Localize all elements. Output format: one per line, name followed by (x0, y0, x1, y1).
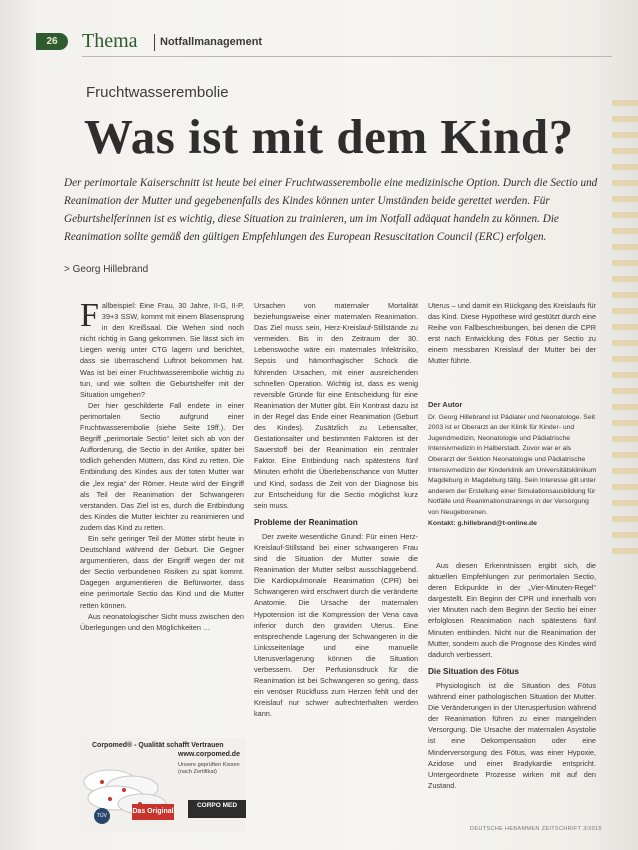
ad-title: Corpomed® - Qualität schafft Vertrauen (92, 742, 224, 749)
article-byline: > Georg Hillebrand (64, 264, 149, 275)
article-headline: Was ist mit dem Kind? (84, 109, 574, 164)
author-box (428, 400, 598, 546)
col1-paragraph: Aus neonatologischer Sicht muss zwischen den Überlegungen und den Möglichkeiten … (80, 611, 244, 632)
author-box-text: Dr. Georg Hillebrand ist Pädiater und Neonatologe. Seit 2003 ist er Oberarzt an der Klinik für Kinder- und Jugendmedizin, Neonatologie und Pädiatrische Intensivmedizin in Halberstadt. Zuvor war er als Oberarzt der Sektion Neonatologie und Pädiatrische Intensivmedizin der Kinderklinik am Universitätsklinikum Magdeburg in Magdeburg tätig. Sein Interesse gilt unter anderem der Erstellung einer Simulationsausbildung für Notfälle und Reanimationstrainings in der Versorgung von Neugeborenen. (428, 413, 597, 516)
col2-paragraph: Ursachen von maternaler Mortalität beziehungsweise einer maternalen Reanimation. Das Ziel muss sein, Herz-Kreislauf-Stillstände zu vermeiden. Bis in den Zeitraum der 30. Lebenswoche wäre ein maternales Infektrisiko, Sepsis und hämorrhagischer Schock die führenden Ursachen, mit einer ausreichenden schnellen Operation. Wichtig ist, dass es wenig reversible Gründe für eine Entscheidung für eine Reanimation der Mutter gibt. Ein Kontrast dazu ist in der Regel das Ende einer Reanimation (Geburt des Kindes). Zusätzlich zu Lebensalter, Gestationsalter und bestimmten Faktoren ist der Sauerstoff bei der Reanimation ein zentraler Faktor. Eine Entbindung nach spätestens fünf Minuten erhöht die Überlebenschance von Mutter und Kind, sodass die Zeit von der Diagnose bis zur Entscheidung für die Sectio möglichst kurz sein muss. (254, 301, 418, 510)
col2-subheading: Probleme der Reanimation (254, 517, 358, 527)
certification-seal-icon: TÜV (94, 808, 110, 824)
col3-subheading: Die Situation des Fötus (428, 666, 519, 676)
text-column-3-top (428, 300, 596, 376)
col2-paragraph: Der zweite wesentliche Grund: Für einen Herz-Kreislauf-Stillstand bei einer schwangeren Frau sind die Situation der Mutter sowie die Reanimation der Mutter selbst ausschlaggebend. Die Kardiopulmonale Reanimation (CPR) bei Schwangeren wird erschwert durch die veränderte Anatomie. Die Ursache der maternalen Hypotension ist die Kompression der Vena cava inferior durch den graviden Uterus. Eine entsprechende Lagerung der Schwangeren in die Linksseitenlage und eine manuelle Uterusverlagerung können die Situation verbessern. Der Perfusionsdruck für die Reanimation ist bei Schwangeren so gering, dass ein venöser Rückfluss zum Herzen fehlt und der Kreislauf nur schwer aufrechterhalten werden kann. (254, 531, 418, 719)
article-lead: Der perimortale Kaiserschnitt ist heute bei einer Fruchtwasserembolie eine medizinische Option. Durch die Sectio und Reanimation der Mutter und gegebenenfalls des Kindes können unter Umständen beide gerettet werden. Für Geburtshelferinnen ist es wichtig, diese Situation zu trainieren, um im Notfall adäquat handeln zu können. Die Reanimation sollte gemäß den gültigen Empfehlungen des European Resuscitation Council (ERC) erfolgen. (64, 177, 598, 243)
author-box-heading: Der Autor (428, 400, 463, 409)
page-footer: DEUTSCHE HEBAMMEN ZEITSCHRIFT 3/2015 (470, 826, 602, 832)
ad-note: Unsere geprüften Kissen (nach Zertifikat) (178, 762, 240, 775)
col3-paragraph: Physiologisch ist die Situation des Fötus während einer pathologischen Situation der Mutter. Die Veränderungen in der Uterusperfusion während der Reanimation führen zu einer mangelnden Versorgung. Die Ursache der maternalen Asystolie ist eine Dekompensation oder eine Minderversorgung des Fötus, was einer Hypoxie, Azidose und einer Bradykardie entspricht. Untergeordnete Prozesse wirken mit auf den Zustand. (428, 680, 596, 790)
ad-url[interactable]: www.corpomed.de (178, 751, 240, 758)
section-divider (154, 34, 155, 51)
subsection-title: Notfallmanagement (160, 36, 263, 48)
text-column-2 (254, 300, 418, 830)
col1-paragraph: Der hier geschilderte Fall endete in einer perimortalen Sectio aufgrund einer Fruchtwasserembolie (siehe Seite 19ff.). Der Begriff „perimortale Sectio“ leitet sich ab von der Aufforderung, die Sectio in der Antike, später bei tödlich gehenden Müttern, das Kind zu retten. Die Entbindung des Kindes aus der toten Mutter war die „lex regia“ der Römer. Heute wird der Eingriff als Teil der Reanimation der Schwangeren verstanden. Das Ziel ist es, durch die Entbindung des Kindes die Mutter leichter zu reanimieren und zudem das Kind zu retten. (80, 400, 244, 532)
article-kicker: Fruchtwasserembolie (86, 84, 229, 101)
ad-brand-logo: CORPO MED (188, 800, 246, 818)
section-title: Thema (82, 30, 138, 52)
col3-paragraph: Aus diesen Erkenntnissen ergibt sich, die aktuellen Empfehlungen zur perimortalen Sectio, deren Eckpunkte in der „Vier-Minuten-Regel“ dargestellt. Ein Beginn der CPR und innerhalb von vier Minuten nach dem Beginn der Sectio bei einer erfolglosen Reanimation nach spätestens fünf Minuten entbinden. Nicht nur die Reanimation der Mutter, sondern auch die Prognose des Kindes wird dadurch verbessert. (428, 561, 596, 659)
drop-cap: F (80, 300, 99, 334)
bleed-through-decoration (612, 100, 638, 560)
ad-original-badge: Das Original (132, 804, 174, 820)
col1-paragraph: Ein sehr geringer Teil der Mütter stirbt heute in Deutschland während der Geburt. Die Gegner argumentieren, dass der Eingriff wegen der mit der Sectio verbundenen Risiken zu spät kommt. Dagegen argumentieren die Befürworter, dass eine perimortale Sectio das Kind und die Mutter retten können. (80, 533, 244, 610)
advertisement[interactable] (80, 738, 246, 832)
text-column-1 (80, 300, 244, 732)
text-column-3-bottom (428, 560, 596, 822)
col3-paragraph: Uterus – und damit ein Rückgang des Kreislaufs für das Kind. Diese Hypothese wird gestützt durch eine Reihe von Fallbeschreibungen, bei denen die CPR erst nach Entwicklung des Fötus per Sectio zu einem messbaren Kreislauf der Mutter bei der Mutter führte. (428, 301, 596, 366)
header-rule (82, 56, 612, 57)
author-contact: Kontakt: g.hillebrand@t-online.de (428, 519, 537, 527)
col1-paragraph: Fallbeispiel: Eine Frau, 30 Jahre, II-G, II-P, 39+3 SSW, kommt mit einem Blasensprung in den Kreißsaal. Die Wehen sind noch nicht richtig in Gang gekommen. Sie lässt sich im Liegen wenig unter CTG lagern und berichtet, dass sie überraschend Luftnot bekommen hat. Was ist bei einer Fruchtwasserembolie wichtig zu tun, und wie sollten die Geburtshelfer mit der Situation umgehen? (80, 300, 244, 399)
page-number-tab: 26 (36, 33, 68, 50)
